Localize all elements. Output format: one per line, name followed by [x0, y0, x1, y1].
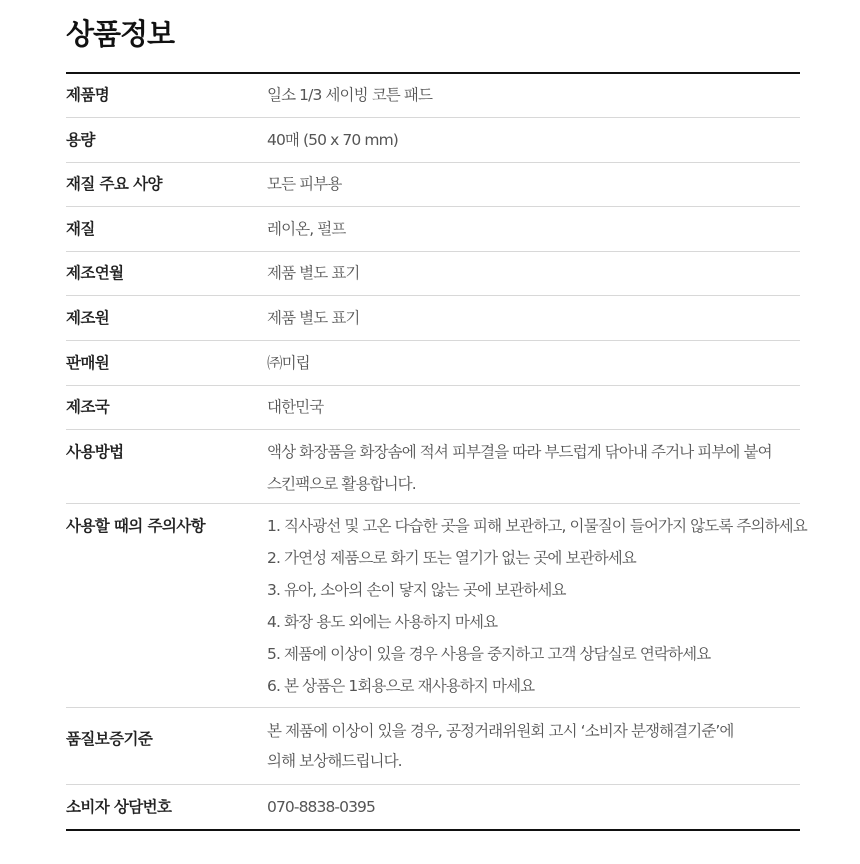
row-label: 제조연월	[66, 264, 124, 282]
row-label: 품질보증기준	[66, 730, 153, 748]
table-row-manufacture-date	[66, 252, 800, 296]
row-value	[267, 504, 807, 707]
row-label: 재질 주요 사양	[66, 175, 162, 193]
row-value: 40매 (50 x 70 mm)	[267, 131, 398, 149]
row-label: 재질	[66, 220, 95, 238]
table-row-capacity	[66, 118, 800, 163]
quality-line: 의해 보상해드립니다.	[267, 752, 402, 770]
row-label: 사용방법	[66, 443, 124, 461]
row-value: 제품 별도 표기	[267, 264, 360, 282]
caution-item: 2. 가연성 제품으로 화기 또는 열기가 없는 곳에 보관하세요	[267, 549, 636, 567]
usage-line: 스킨팩으로 활용합니다.	[267, 475, 416, 493]
row-value: 제품 별도 표기	[267, 309, 360, 327]
contact-phone: 070-8838-0395	[267, 798, 375, 816]
row-label: 사용할 때의 주의사항	[66, 517, 205, 535]
table-row-usage	[66, 430, 800, 504]
row-label: 제조원	[66, 309, 110, 327]
table-row-seller	[66, 341, 800, 386]
table-row-contact	[66, 785, 800, 829]
row-value: 대한민국	[267, 398, 324, 416]
caution-item: 5. 제품에 이상이 있을 경우 사용을 중지하고 고객 상담실로 연락하세요	[267, 645, 711, 663]
page-title: 상품정보	[66, 17, 175, 51]
usage-line: 액상 화장품을 화장솜에 적셔 피부결을 따라 부드럽게 닦아내 주거나 피부에 붙여	[267, 443, 772, 461]
caution-item: 1. 직사광선 및 고온 다습한 곳을 피해 보관하고, 이물질이 들어가지 않도록 주의하세요	[267, 517, 807, 535]
row-label: 제품명	[66, 86, 110, 104]
row-label: 용량	[66, 131, 95, 149]
quality-line: 본 제품에 이상이 있을 경우, 공정거래위원회 고시 ‘소비자 분쟁해결기준’에	[267, 722, 734, 740]
row-value: 일소 1/3 세이빙 코튼 패드	[267, 86, 433, 104]
table-row-cautions	[66, 504, 807, 708]
table-row-manufacturer	[66, 296, 800, 341]
row-value: 레이온, 펄프	[267, 220, 346, 238]
row-value	[267, 430, 800, 503]
table-row-country	[66, 386, 800, 430]
caution-item: 6. 본 상품은 1회용으로 재사용하지 마세요	[267, 677, 535, 695]
caution-item: 3. 유아, 소아의 손이 닿지 않는 곳에 보관하세요	[267, 581, 566, 599]
table-row-material-spec	[66, 163, 800, 207]
row-label: 제조국	[66, 398, 110, 416]
product-info-table	[66, 72, 807, 831]
row-value: 모든 피부용	[267, 175, 342, 193]
row-label: 판매원	[66, 354, 110, 372]
caution-item: 4. 화장 용도 외에는 사용하지 마세요	[267, 613, 498, 631]
row-label: 소비자 상담번호	[66, 798, 172, 816]
table-row-product-name	[66, 74, 800, 118]
table-row-quality	[66, 708, 800, 785]
table-row-material	[66, 207, 800, 252]
row-value: ㈜미립	[267, 354, 310, 372]
row-value	[267, 708, 800, 784]
